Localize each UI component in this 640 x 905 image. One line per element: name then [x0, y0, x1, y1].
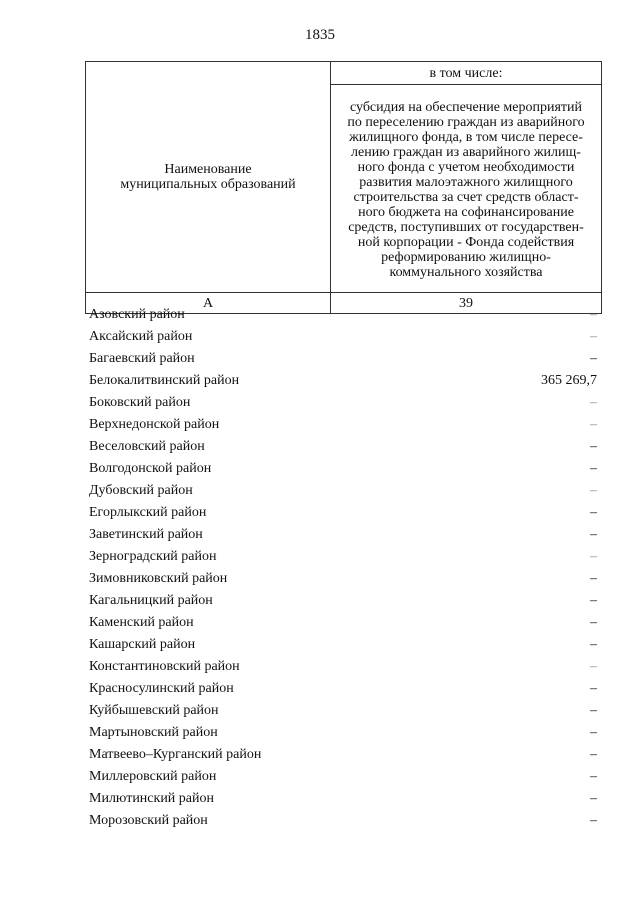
subsidy-value: –: [590, 813, 597, 828]
municipality-name: Веселовский район: [89, 439, 205, 454]
municipality-name: Красносулинский район: [89, 681, 234, 696]
subsidy-value: –: [590, 593, 597, 608]
column-code-name: А: [86, 293, 331, 314]
table-row: [89, 546, 597, 568]
municipality-name: Кагальницкий район: [89, 593, 213, 608]
municipality-name: Мартыновский район: [89, 725, 218, 740]
column-code-value: 39: [331, 293, 602, 314]
subsidy-value: –: [590, 461, 597, 476]
municipality-name: Куйбышевский район: [89, 703, 219, 718]
table-header: [85, 61, 602, 314]
table-row: [89, 392, 597, 414]
table-row: [89, 656, 597, 678]
including-header: в том числе:: [331, 62, 602, 85]
municipality-name: Зимовниковский район: [89, 571, 228, 586]
municipality-name: Заветинский район: [89, 527, 203, 542]
table-row: [89, 810, 597, 832]
municipality-name: Боковский район: [89, 395, 191, 410]
municipality-name: Аксайский район: [89, 329, 193, 344]
table-row: [89, 744, 597, 766]
table-row: [89, 304, 597, 326]
subsidy-value: –: [590, 615, 597, 630]
municipality-name: Миллеровский район: [89, 769, 217, 784]
municipality-name: Белокалитвинский район: [89, 373, 240, 388]
municipality-list: [89, 304, 597, 832]
subsidy-value: –: [590, 571, 597, 586]
municipality-name: Константиновский район: [89, 659, 240, 674]
municipality-name: Морозовский район: [89, 813, 208, 828]
subsidy-value: –: [590, 659, 597, 674]
subsidy-value: –: [590, 769, 597, 784]
table-row: [89, 502, 597, 524]
municipality-name: Дубовский район: [89, 483, 193, 498]
municipality-name: Азовский район: [89, 307, 185, 322]
table-row: [89, 766, 597, 788]
table-row: [89, 700, 597, 722]
page-number: 1835: [305, 27, 335, 43]
table-row: [89, 788, 597, 810]
municipality-name: Матвеево–Курганский район: [89, 747, 262, 762]
municipality-name: Верхнедонской район: [89, 417, 220, 432]
table-row: [89, 458, 597, 480]
subsidy-value: –: [590, 637, 597, 652]
subsidy-value: 365 269,7: [541, 373, 597, 388]
subsidy-value: –: [590, 351, 597, 366]
municipality-name: Багаевский район: [89, 351, 195, 366]
municipality-name: Зерноградский район: [89, 549, 217, 564]
name-column-header-text: Наименование муниципальных образований: [120, 162, 296, 192]
municipality-name: Кашарский район: [89, 637, 196, 652]
subsidy-value: –: [590, 681, 597, 696]
subsidy-value: –: [590, 791, 597, 806]
subsidy-value: –: [590, 417, 597, 432]
table-row: [89, 348, 597, 370]
name-column-header: [86, 62, 331, 293]
municipality-name: Волгодонской район: [89, 461, 212, 476]
subsidy-value: –: [590, 395, 597, 410]
table-row: [89, 612, 597, 634]
subsidy-value: –: [590, 329, 597, 344]
table-row: [89, 590, 597, 612]
subsidy-column-header: [331, 85, 602, 293]
table-row: [89, 678, 597, 700]
table-row: [89, 326, 597, 348]
municipality-name: Егорлыкский район: [89, 505, 207, 520]
municipality-name: Каменский район: [89, 615, 194, 630]
subsidy-value: –: [590, 505, 597, 520]
table-row: [89, 370, 597, 392]
subsidy-value: –: [590, 747, 597, 762]
subsidy-value: –: [590, 439, 597, 454]
table-row: [89, 480, 597, 502]
table-row: [89, 722, 597, 744]
subsidy-value: –: [590, 527, 597, 542]
table-row: [89, 524, 597, 546]
table-row: [89, 436, 597, 458]
subsidy-value: –: [590, 703, 597, 718]
table-row: [89, 568, 597, 590]
subsidy-description: субсидия на обеспечение мероприятий по переселению граждан из аварийного жилищного фонда, в том числе пересе- лению граждан из аварийного жилищ- ного фонда с учетом необходимости развития малоэтажного жилищного строительства за счет средств област- ного бюджета на софинансирование средств, поступивших от государствен- ной корпорации - Фонда содействия реформированию жилищно- коммунального хозяйства: [347, 99, 585, 280]
table-row: [89, 414, 597, 436]
subsidy-value: –: [590, 483, 597, 498]
subsidy-value: –: [590, 549, 597, 564]
subsidy-value: –: [590, 725, 597, 740]
municipality-name: Милютинский район: [89, 791, 215, 806]
subsidy-value: –: [590, 307, 597, 322]
table-row: [89, 634, 597, 656]
